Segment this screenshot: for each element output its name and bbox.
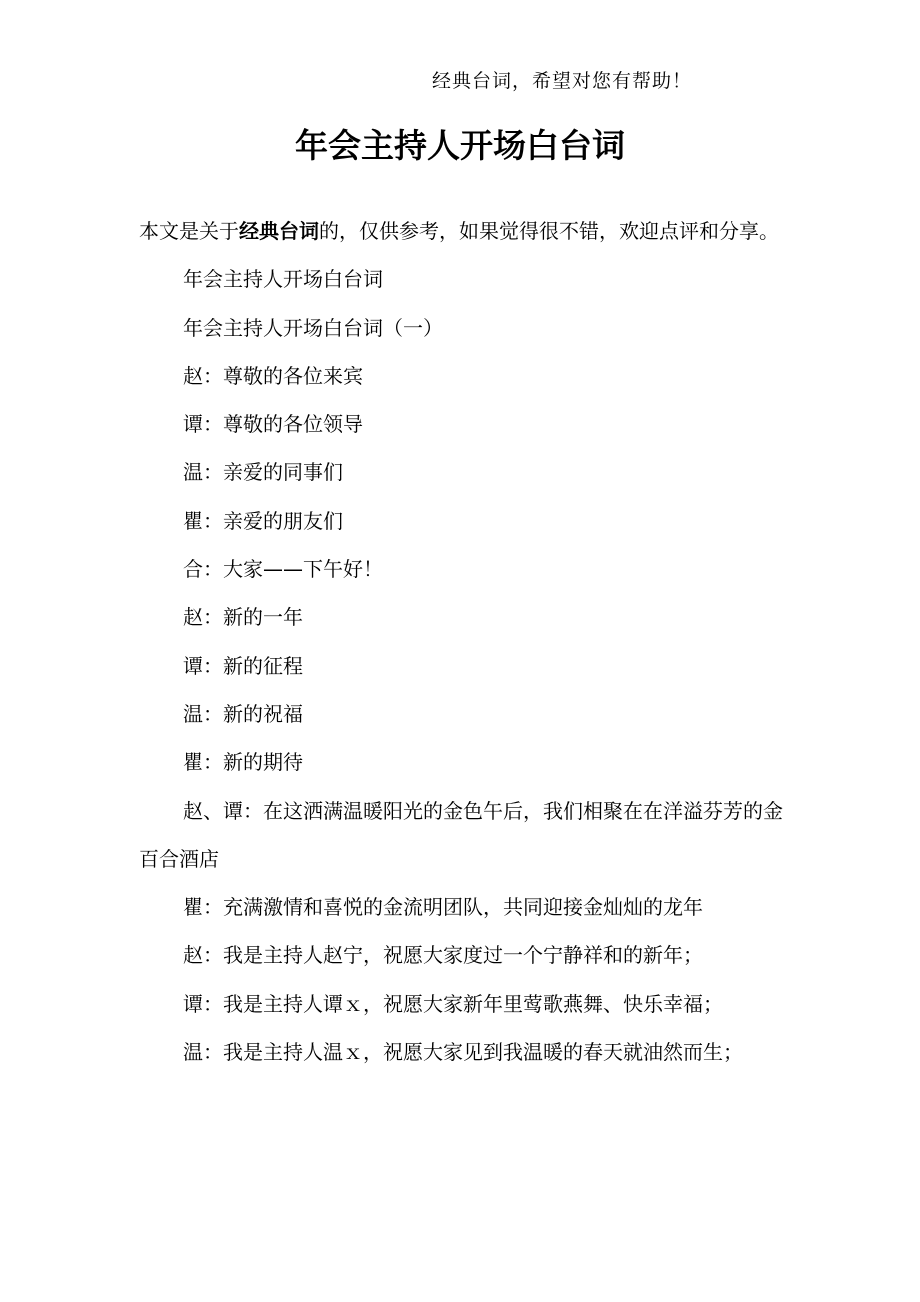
paragraph: 温：我是主持人温ｘ，祝愿大家见到我温暖的春天就油然而生； xyxy=(183,1040,743,1065)
header-note: 经典台词，希望对您有帮助！ xyxy=(432,70,693,92)
paragraph: 年会主持人开场白台词（一） xyxy=(183,315,443,340)
paragraph: 温：亲爱的同事们 xyxy=(183,460,343,485)
paragraph: 谭：尊敬的各位领导 xyxy=(183,412,363,437)
paragraph: 赵：新的一年 xyxy=(183,605,303,630)
intro-prefix: 本文是关于 xyxy=(139,219,239,243)
intro-keyword: 经典台词 xyxy=(239,219,319,243)
intro-paragraph xyxy=(139,207,789,255)
paragraph: 谭：新的征程 xyxy=(183,653,303,678)
paragraph: 瞿：充满激情和喜悦的金流明团队，共同迎接金灿灿的龙年 xyxy=(183,895,703,920)
paragraph: 谭：我是主持人谭ｘ，祝愿大家新年里莺歌燕舞、快乐幸福； xyxy=(183,991,723,1016)
paragraph: 合：大家——下午好！ xyxy=(183,557,383,582)
paragraph: 温：新的祝福 xyxy=(183,701,303,726)
page-title: 年会主持人开场白台词 xyxy=(295,126,625,165)
paragraph: 赵：我是主持人赵宁，祝愿大家度过一个宁静祥和的新年； xyxy=(183,943,703,968)
paragraph: 瞿：新的期待 xyxy=(183,750,303,775)
document-body xyxy=(139,207,789,1076)
paragraph: 瞿：亲爱的朋友们 xyxy=(183,508,343,533)
intro-suffix: 的，仅供参考，如果觉得很不错，欢迎点评和分享。 xyxy=(319,219,779,243)
paragraph: 赵、谭：在这洒满温暖阳光的金色午后，我们相聚在在洋溢芬芳的金百合酒店 xyxy=(139,798,783,871)
paragraph: 赵：尊敬的各位来宾 xyxy=(183,363,363,388)
paragraph: 年会主持人开场白台词 xyxy=(183,267,383,292)
